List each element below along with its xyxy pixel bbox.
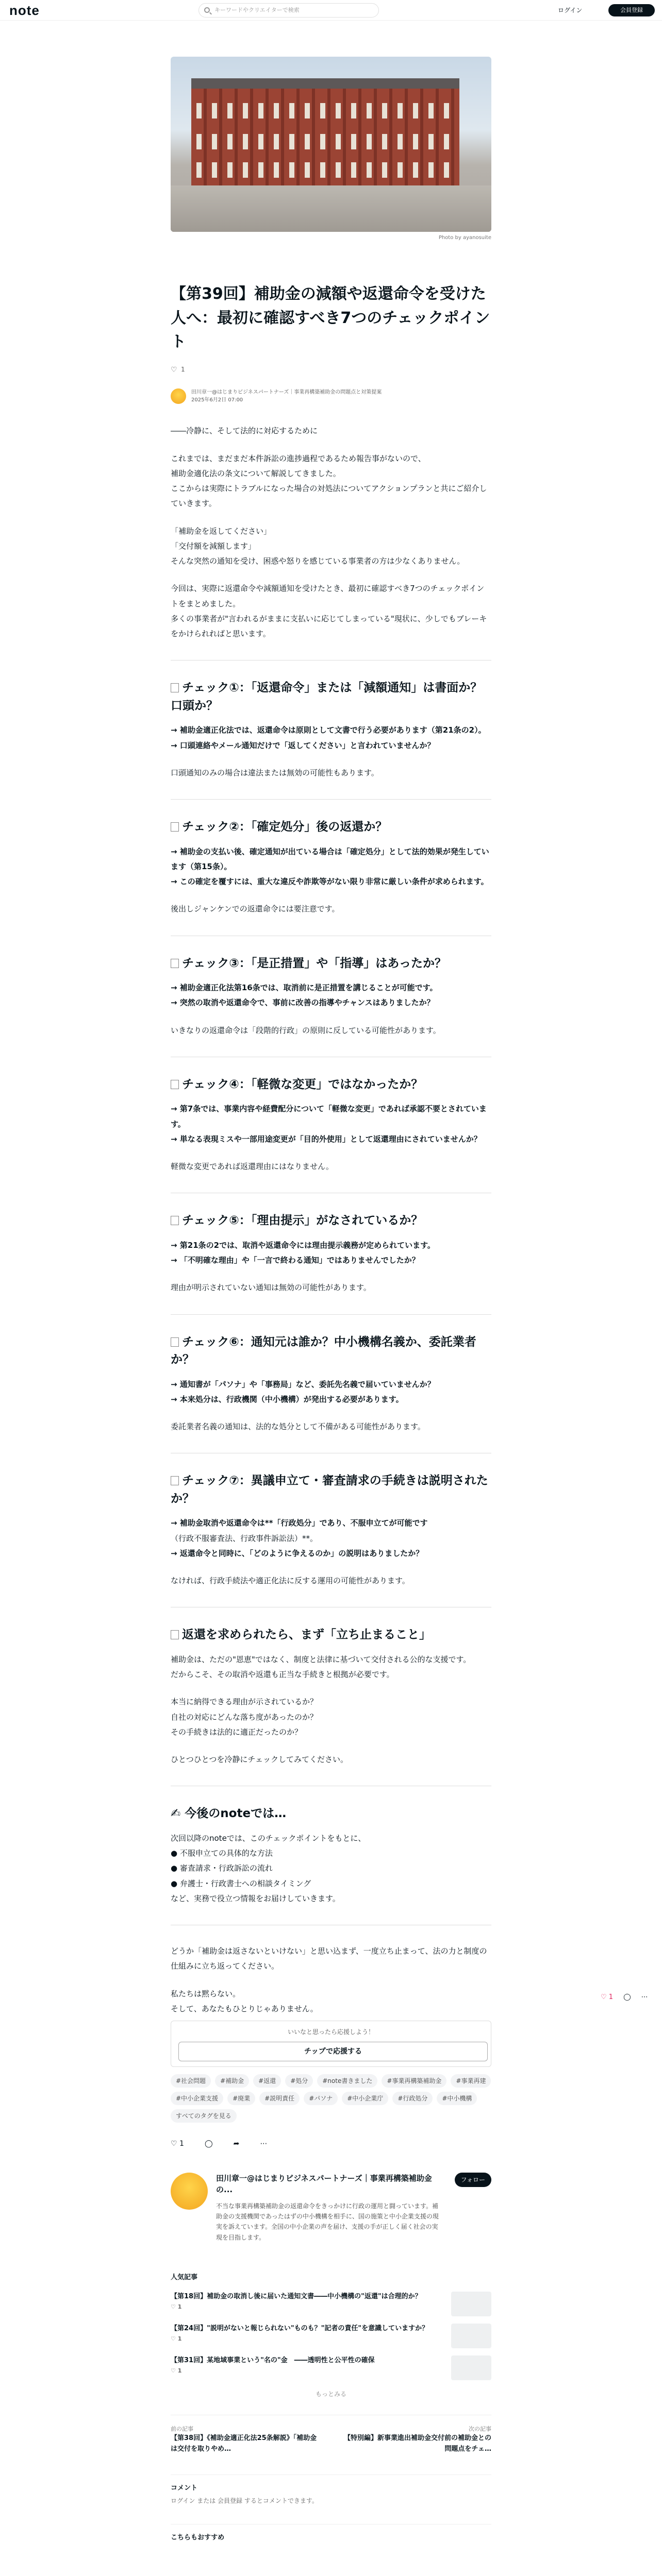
tag-chip[interactable]: #返還	[253, 2074, 281, 2088]
check-line	[171, 1147, 491, 1159]
side-comment-icon[interactable]: ◯	[623, 1993, 631, 2001]
popular-item-likes: ♡ 1	[171, 2335, 182, 2342]
popular-item-thumb[interactable]	[451, 2324, 491, 2348]
check-line: 口頭通知のみの場合は違法または無効の可能性もあります。	[171, 768, 379, 777]
check-line: → 本来処分は、行政機関（中小機構）が発出する必要があります。	[171, 1394, 404, 1404]
tag-chip[interactable]: #廃業	[227, 2092, 255, 2105]
next-article[interactable]	[342, 2425, 491, 2455]
login-link[interactable]: ログイン	[558, 7, 583, 14]
popular-item-likes: ♡ 1	[171, 2367, 182, 2374]
intro-line	[171, 512, 491, 524]
popular-item[interactable]	[171, 2292, 491, 2316]
next-title: 今後のnoteでは…	[185, 1807, 287, 1821]
comments-note[interactable]: ログイン または 会員登録 するとコメントできます。	[171, 2497, 318, 2504]
comments	[171, 2475, 491, 2506]
next-line: ● 不服申立ての具体的な方法	[171, 1849, 273, 1858]
next-line: 次回以降のnoteでは、このチェックポイントをもとに、	[171, 1833, 366, 1843]
pencil-icon: ✍	[171, 1807, 181, 1821]
closing-line	[171, 1974, 491, 1987]
tag-chip[interactable]: #中小企業庁	[342, 2092, 388, 2105]
closing-block	[171, 1944, 491, 2016]
closing-line: そして、あなたもひとりじゃありません。	[171, 2004, 318, 2013]
intro-line: そんな突然の通知を受け、困惑や怒りを感じている事業者の方は少なくありません。	[171, 556, 465, 566]
closing-line: 私たちは黙らない。	[171, 1989, 241, 1998]
next-label: 次の記事	[469, 2425, 491, 2432]
author-name[interactable]: 田川章一@はじまりビジネスパートナーズ｜事業再構築補助金の問題点と対策提案	[191, 389, 382, 396]
prev-title: 【第38回】《補助金適正化法25条解説》「補助金は交付を取りやめ…	[171, 2434, 317, 2453]
top-header	[0, 0, 662, 21]
check-heading	[171, 818, 491, 836]
comment-icon[interactable]: ◯	[204, 2140, 213, 2148]
intro-line: 多くの事業者が"言われるがままに支払いに応じてしまっている"現状に、少しでもブレーキをかけられればと思います。	[171, 614, 487, 639]
check-line	[171, 753, 491, 766]
author-card	[171, 2173, 491, 2243]
check-line	[171, 1011, 491, 1023]
article-nav	[171, 2415, 491, 2455]
side-like-button[interactable]: ♡ 1	[601, 1993, 614, 2001]
note-logo[interactable]: note	[9, 2, 40, 18]
check-title: チェック⑥：通知元は誰か？中小機構名義か、委託業者か？	[171, 1335, 476, 1367]
check-sections	[171, 660, 491, 1588]
more-icon[interactable]: ⋯	[260, 2140, 268, 2148]
square-icon	[171, 1337, 179, 1347]
check-line: → 第7条では、事業内容や経費配分について「軽微な変更」であれば承認不要とされています。	[171, 1104, 487, 1129]
check-line: → 補助金取消や返還命令は**「行政処分」であり、不服申立てが可能です	[171, 1518, 428, 1528]
square-icon	[171, 1216, 179, 1225]
stop-line: 本当に納得できる理由が示されているか？	[171, 1697, 318, 1707]
check-line: 後出しジャンケンでの返還命令には要注意です。	[171, 904, 340, 914]
popular-item-title: 【第24回】"説明がないと報じられない"ものも？"記者の責任"を意識していますか？	[171, 2324, 429, 2332]
next-title: 【特別編】新事業進出補助金交付前の補助金との問題点をチェ…	[343, 2434, 491, 2453]
tag-list	[171, 2074, 491, 2123]
check-line: → 通知書が「パソナ」や「事務局」など、委託先名義で届いていませんか？	[171, 1379, 435, 1389]
check-title: チェック①：「返還命令」または「減額通知」は書面か？口頭か？	[171, 681, 483, 713]
check-line: （行政不服審査法、行政事件訴訟法）**。	[171, 1533, 318, 1543]
popular-item-thumb[interactable]	[451, 2355, 491, 2380]
intro-line: ここからは実際にトラブルになった場合の対処法についてアクションプランと共にご紹介していきます。	[171, 484, 487, 509]
prev-label: 前の記事	[171, 2425, 193, 2432]
tag-chip[interactable]: #事業再建	[451, 2074, 491, 2088]
search-icon	[204, 7, 210, 13]
check-line	[171, 1268, 491, 1280]
check-line: → 第21条の2では、取消や返還命令には理由提示義務が定められています。	[171, 1240, 435, 1250]
share-icon[interactable]: ➦	[233, 2140, 240, 2148]
check-line: → 補助金適正化法第16条では、取消前に是正措置を講じることが可能です。	[171, 983, 438, 993]
tag-chip[interactable]: #パソナ	[304, 2092, 338, 2105]
intro-line: これまでは、まだまだ本件訴訟の進捗過程であるため報告事がないので、	[171, 453, 426, 463]
popular-item[interactable]	[171, 2355, 491, 2380]
side-actions	[601, 1991, 648, 2004]
tip-button-label: チップで応援する	[304, 2047, 362, 2056]
check-title: チェック⑤：「理由提示」がなされているか？	[182, 1214, 423, 1228]
check-line: → 突然の取消や返還命令で、事前に改善の指導やチャンスはありましたか？	[171, 998, 435, 1008]
check-heading	[171, 679, 491, 715]
photo-credit: Photo by ayanosuite	[438, 235, 491, 241]
check-line: → 「不明確な理由」や「一言で終わる通知」ではありませんでしたか？	[171, 1256, 420, 1265]
hero-image	[171, 57, 491, 232]
author-card-desc: 不当な事業再構築補助金の返還命令をきっかけに行政の運用と闘っています。補助金の支援機関であったはずの中小機構を相手に、国の施策と中小企業支援の現実を訴えています。全国の中小企業の声を届け、支援の手が正しく届く社会の実現を目指します。	[216, 2202, 439, 2241]
like-button[interactable]: ♡ 1	[171, 2140, 184, 2148]
stop-line	[171, 1740, 491, 1752]
check-line: → 口頭連絡やメール通知だけで「返してください」と言われていませんか？	[171, 740, 435, 750]
like-count: 1	[181, 365, 185, 373]
like-summary	[171, 364, 491, 376]
stop-line: ひとつひとつを冷静にチェックしてみてください。	[171, 1755, 348, 1765]
next-block	[171, 1831, 491, 1906]
support-prompt: いいなと思ったら応援しよう！	[287, 2028, 374, 2036]
check-title: チェック⑦：異議申立て・審査請求の手続きは説明されたか？	[171, 1474, 488, 1505]
publish-date: 2025年6月2日 07:00	[191, 397, 243, 403]
popular-item-likes: ♡ 1	[171, 2303, 182, 2310]
tag-chip[interactable]: #行政処分	[392, 2092, 433, 2105]
check-title: チェック④：「軽微な変更」ではなかったか？	[182, 1077, 423, 1091]
article-column	[171, 57, 491, 2545]
stop-line: だからこそ、その取消や返還も正当な手続きと根拠が必要です。	[171, 1670, 394, 1680]
author-card-name[interactable]: 田川章一@はじまりビジネスパートナーズ｜事業再構築補助金の...	[216, 2173, 432, 2195]
square-icon	[171, 1080, 179, 1089]
next-line: など、実務で役立つ情報をお届けしていきます。	[171, 1893, 340, 1903]
intro-line: 「補助金を返してください」	[171, 526, 272, 536]
next-line: ● 審査請求・行政訴訟の流れ	[171, 1863, 273, 1873]
check-line	[171, 1561, 491, 1573]
stop-line: その手続きは法的に適正だったのか？	[171, 1727, 303, 1737]
follow-button[interactable]: フォロー	[455, 2173, 491, 2187]
intro-block	[171, 423, 491, 641]
check-heading	[171, 1076, 491, 1094]
check-line: → 補助金の支払い後、確定通知が出ている場合は「確定処分」として法的効果が発生しています（第15条）。	[171, 846, 489, 871]
check-line: 軽微な変更であれば返還理由にはなりません。	[171, 1162, 334, 1172]
square-icon	[171, 683, 179, 692]
check-line: なければ、行政手続法や適正化法に反する運用の可能性があります。	[171, 1576, 410, 1586]
closing-line: どうか「補助金は返さないといけない」と思い込まず、一度立ち止まって、法の力と制度の仕組みに立ち返ってください。	[171, 1946, 487, 1971]
intro-line: 補助金適化法の条文について解説してきました。	[171, 468, 341, 478]
popular-item-title: 【第31回】某地域事業という"名の"金 ――透明性と公平性の確保	[171, 2356, 375, 2364]
author-card-avatar[interactable]	[171, 2173, 208, 2210]
check-line: いきなりの返還命令は「段階的行政」の原則に反している可能性があります。	[171, 1025, 441, 1035]
like-button-count: 1	[179, 2140, 184, 2148]
side-like-count: 1	[608, 1993, 614, 2001]
check-line: 委託業者名義の通知は、法的な処分として不備がある可能性があります。	[171, 1422, 425, 1432]
support-box	[171, 2021, 491, 2067]
check-heading	[171, 1333, 491, 1369]
comments-heading: コメント	[171, 2484, 198, 2492]
popular-heading: 人気記事	[171, 2274, 198, 2282]
recommend-heading: こちらもおすすめ	[171, 2524, 491, 2545]
check-line: → 単なる表現ミスや一部用途変更が「目的外使用」として返還理由にされていませんか？	[171, 1134, 482, 1144]
check-line	[171, 889, 491, 902]
article-title: 【第39回】補助金の減額や返還命令を受けた人へ：最初に確認すべき7つのチェックポイント	[171, 285, 490, 351]
tag-chip[interactable]: すべてのタグを見る	[171, 2109, 237, 2123]
popular-item-title: 【第18回】補助金の取消し後に届いた通知文書――中小機構の"返還"は合理的か？	[171, 2292, 422, 2300]
intro-line	[171, 569, 491, 581]
tag-chip[interactable]: #処分	[285, 2074, 313, 2088]
brick-building	[191, 88, 459, 185]
check-line: → 返還命令と同時に、「どのように争えるのか」の説明はありましたか？	[171, 1548, 424, 1558]
article-body	[171, 423, 491, 2016]
check-heading	[171, 955, 491, 973]
tag-chip[interactable]: #補助金	[215, 2074, 249, 2088]
popular-item-thumb[interactable]	[451, 2292, 491, 2316]
side-more-icon[interactable]: ⋯	[641, 1993, 648, 2001]
stop-line	[171, 1682, 491, 1694]
signup-button[interactable]: 会員登録	[608, 4, 655, 16]
stop-block	[171, 1652, 491, 1768]
next-line: ● 弁護士・行政書士への相談タイミング	[171, 1878, 311, 1888]
stop-title: 返還を求められたら、まず「立ち止まること」	[182, 1628, 431, 1642]
action-bar	[171, 2137, 491, 2151]
stop-line: 自社の対応にどんな落ち度があったのか？	[171, 1712, 318, 1722]
author-row[interactable]	[171, 388, 491, 404]
check-heading	[171, 1212, 491, 1230]
plaza	[171, 185, 491, 232]
check-title: チェック③：「是正措置」や「指導」はあったか？	[182, 956, 447, 970]
square-icon	[171, 959, 179, 968]
stop-line: 補助金は、ただの"恩恵"ではなく、制度と法律に基づいて交付される公的な支援です。	[171, 1654, 471, 1664]
check-heading	[171, 1472, 491, 1507]
intro-line: 今回は、実際に返還命令や減額通知を受けたとき、最初に確認すべき7つのチェックポイントをまとめました。	[171, 584, 485, 608]
check-title: チェック②：「確定処分」後の返還か？	[182, 820, 388, 834]
check-line: 理由が明示されていない通知は無効の可能性があります。	[171, 1283, 371, 1293]
tag-chip[interactable]: #中小機構	[437, 2092, 477, 2105]
tag-chip[interactable]: #事業再構築補助金	[382, 2074, 446, 2088]
intro-line	[171, 439, 491, 451]
popular-item[interactable]	[171, 2324, 491, 2348]
intro-line: ――冷静に、そして法的に対応するために	[171, 426, 318, 436]
square-icon	[171, 1476, 179, 1485]
tag-chip[interactable]: #説明責任	[259, 2092, 300, 2105]
heart-icon[interactable]	[171, 366, 177, 372]
popular-articles	[171, 2272, 491, 2400]
search-placeholder: キーワードやクリエイターで検索	[214, 6, 300, 13]
intro-line: 「交付額を減額します」	[171, 541, 256, 551]
avatar[interactable]	[171, 388, 186, 404]
prev-article[interactable]	[171, 2425, 320, 2455]
search-input[interactable]	[198, 3, 379, 18]
tag-chip[interactable]: #社会問題	[171, 2074, 211, 2088]
tag-chip[interactable]: #中小企業支援	[171, 2092, 223, 2105]
more-link[interactable]: もっとみる	[315, 2390, 346, 2398]
square-icon	[171, 822, 179, 832]
check-line	[171, 1407, 491, 1419]
tag-chip[interactable]: #note書きました	[317, 2074, 377, 2088]
check-line: → 補助金適正化法では、返還命令は原則として文書で行う必要があります（第21条の2）。	[171, 725, 486, 735]
check-line: → この確定を覆すには、重大な違反や詐欺等がない限り非常に厳しい条件が求められます。	[171, 877, 489, 887]
tip-button[interactable]	[178, 2042, 488, 2061]
square-icon	[171, 1630, 179, 1639]
